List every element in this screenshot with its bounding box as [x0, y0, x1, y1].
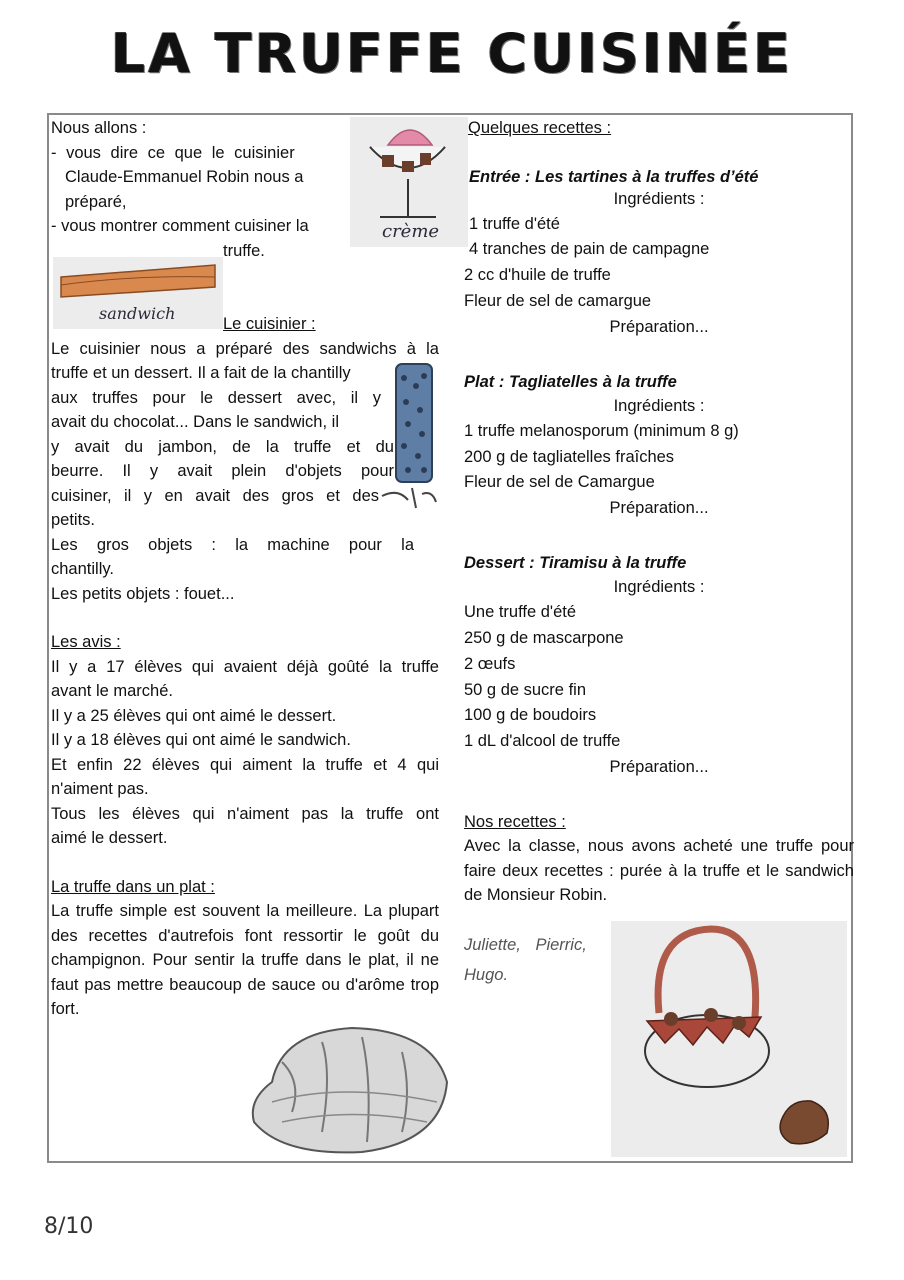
sandwich-drawing — [53, 257, 223, 329]
chantilly-machine-drawing — [378, 358, 440, 513]
dessert-title — [464, 551, 854, 576]
chef-line: Les gros objets : la machine pour la — [51, 535, 414, 554]
intro-line: - vous montrer comment cuisiner la — [51, 217, 309, 235]
ingredient-item: 1 truffe melanosporum (minimum 8 g) — [464, 421, 739, 440]
avis-line: avant le marché. — [51, 682, 173, 700]
truffle-drawing — [242, 1022, 457, 1160]
chef-line: avait du chocolat... Dans le sandwich, il — [51, 413, 339, 431]
sandwich-label: sandwich — [99, 304, 176, 323]
dessert-label: Dessert : — [464, 553, 535, 572]
section-heading-avis: Les avis : — [51, 633, 121, 651]
ingredient-item: 1 truffe d'été — [469, 214, 560, 233]
ingredient-item: Fleur de sel de camargue — [464, 292, 652, 311]
chef-line: Les petits objets : fouet... — [51, 584, 235, 603]
entree-recipe-name: Les tartines à la truffes d’été — [535, 167, 759, 186]
dessert-ingredients — [464, 600, 854, 755]
ingredient-item: Une truffe d'été — [464, 602, 577, 621]
entree-label: Entrée : — [469, 167, 531, 186]
preparation-label: Préparation... — [609, 758, 709, 777]
authors-line: Juliette, Pierric, — [464, 935, 587, 954]
creme-label: crème — [382, 221, 440, 242]
plat-title — [464, 370, 854, 395]
intro-text: - vous dire ce que le cuisinier — [51, 143, 295, 162]
avis-line: Il y a 25 élèves qui ont aimé le dessert. — [51, 706, 337, 725]
ingredient-item: 2 cc d'huile de truffe — [464, 266, 611, 285]
chef-line: chantilly. — [51, 560, 114, 578]
ingredients-label: Ingrédients : — [613, 397, 705, 416]
intro-line: préparé, — [65, 192, 127, 211]
right-column — [464, 116, 854, 990]
ingredient-item: 250 g de mascarpone — [464, 628, 624, 647]
dessert-recipe-name: Tiramisu à la truffe — [539, 553, 687, 572]
ingredient-item: 2 œufs — [464, 654, 516, 673]
preparation-label: Préparation... — [609, 318, 709, 337]
chef-line: aux truffes pour le dessert avec, il y — [51, 388, 381, 407]
chef-line: petits. — [51, 511, 96, 529]
entree-title — [464, 165, 854, 190]
page-number: 8/10 — [44, 1214, 94, 1239]
avis-line: n'aiment pas. — [51, 780, 149, 798]
avis-line: aimé le dessert. — [51, 829, 168, 847]
ingredients-label: Ingrédients : — [613, 578, 705, 597]
ingredient-item: 50 g de sucre fin — [464, 680, 586, 699]
avis-line: Tous les élèves qui n'aiment pas la truffe ont — [51, 804, 439, 823]
entree-ingredients — [464, 212, 854, 316]
avis-line: Et enfin 22 élèves qui aiment la truffe et 4 qui — [51, 755, 439, 774]
section-heading-plat: La truffe dans un plat : — [51, 877, 215, 896]
creme-drawing — [350, 117, 468, 247]
section-heading-nos-recettes: Nos recettes : — [464, 812, 566, 831]
chef-line: Le cuisinier nous a préparé des sandwichs à la — [51, 339, 439, 358]
intro-line: truffe. — [223, 241, 265, 260]
plat-label: Plat : — [464, 372, 505, 391]
intro-lead: Nous allons : — [51, 119, 147, 137]
plat-recipe-name: Tagliatelles à la truffe — [508, 372, 677, 391]
ingredient-item: 200 g de tagliatelles fraîches — [464, 447, 675, 466]
recipes-heading: Quelques recettes : — [468, 119, 612, 137]
plat-paragraph: La truffe simple est souvent la meilleure. La plupart des recettes d'autrefois font ressortir le goût du champignon. Pour sentir la truffe dans le plat, il ne faut pas mettre beaucoup de sauce ou d'arôme trop fort. — [51, 902, 439, 1018]
left-column — [51, 116, 439, 1022]
chef-line: truffe et un dessert. Il a fait de la chantilly — [51, 364, 351, 382]
chef-line: cuisiner, il y en avait des gros et des — [51, 486, 379, 505]
ingredient-item: 100 g de boudoirs — [464, 706, 597, 725]
ingredient-item: Fleur de sel de Camargue — [464, 473, 655, 492]
avis-line: Il y a 18 élèves qui ont aimé le sandwich. — [51, 731, 351, 749]
intro-line: Claude-Emmanuel Robin nous a — [65, 168, 304, 186]
page-title: LA TRUFFE CUISINÉE — [110, 22, 794, 85]
basket-drawing — [611, 921, 847, 1157]
preparation-label: Préparation... — [609, 499, 709, 518]
intro-line — [51, 141, 349, 166]
chef-line: y avait du jambon, de la truffe et du — [51, 437, 394, 456]
ingredient-item: 4 tranches de pain de campagne — [469, 240, 710, 259]
section-heading-cuisinier: Le cuisinier : — [223, 315, 316, 333]
chef-line: beurre. Il y avait plein d'objets pour — [51, 462, 394, 480]
ingredient-item: 1 dL d'alcool de truffe — [464, 732, 621, 751]
avis-line: Il y a 17 élèves qui avaient déjà goûté la truffe — [51, 657, 439, 676]
plat-ingredients — [464, 419, 854, 497]
nos-recettes-paragraph: Avec la classe, nous avons acheté une truffe pour faire deux recettes : purée à la truffe et le sandwich de Monsieur Robin. — [464, 837, 854, 905]
ingredients-label: Ingrédients : — [613, 190, 705, 208]
authors-line: Hugo. — [464, 965, 509, 984]
